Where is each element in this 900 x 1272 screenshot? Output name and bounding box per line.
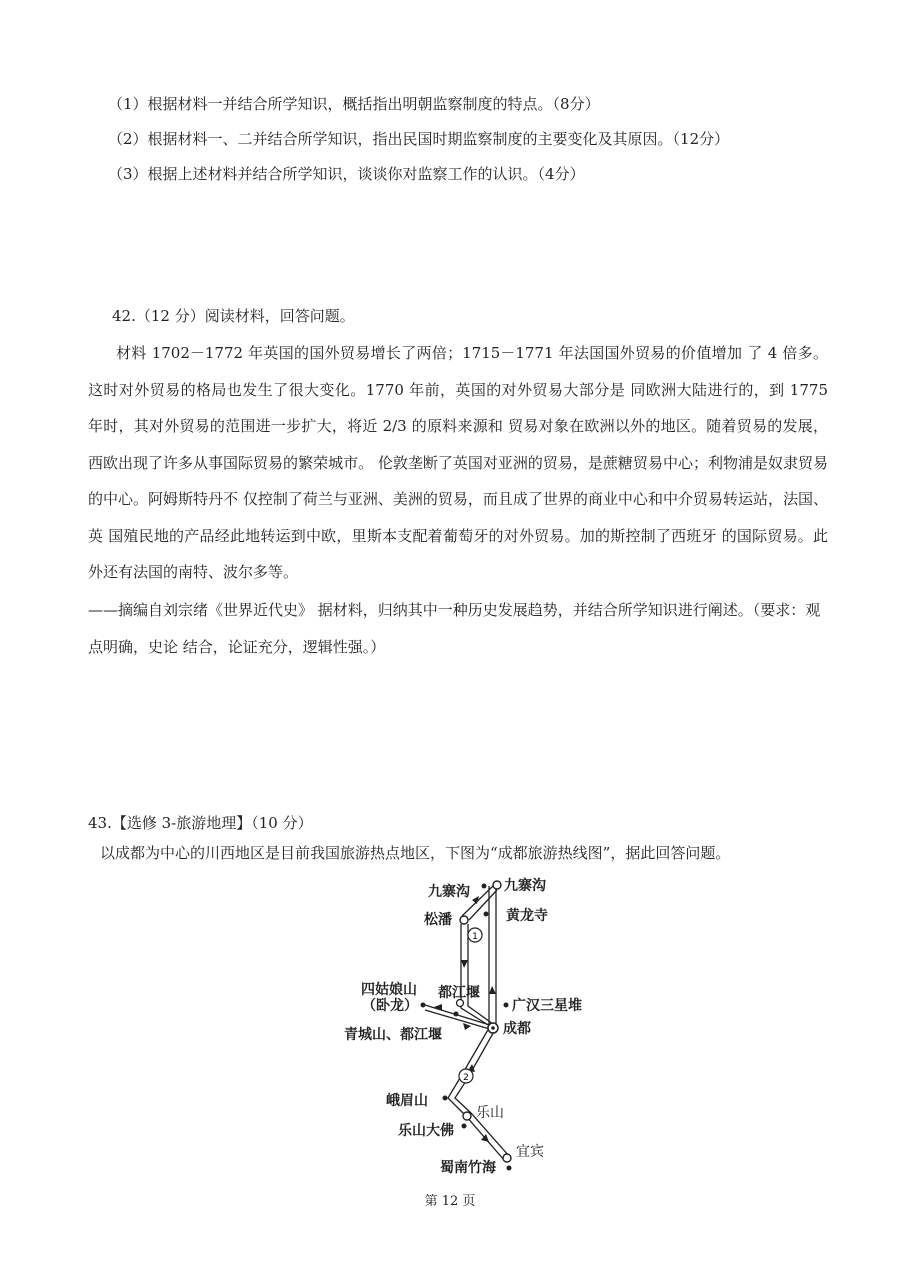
label-guanghan: 广汉三星堆 — [512, 998, 582, 1014]
label-leshan: 乐山 — [476, 1105, 504, 1121]
point-siguniang — [421, 1003, 426, 1008]
label-chengdu: 成都 — [503, 1021, 531, 1037]
label-leshan-dafo: 乐山大佛 — [398, 1123, 454, 1139]
route-1-number: 1 — [472, 932, 478, 942]
point-jiuzhaigou — [493, 881, 501, 889]
point-leshan-dafo — [462, 1124, 467, 1129]
label-jiuzhaigou-right: 九寨沟 — [504, 878, 546, 894]
q42-source: ——摘编自刘宗绪《世界近代史》 据材料，归纳其中一种历史发展趋势，并结合所学知识进行阐述。（要求：观点明确，史论 结合，论证充分，逻辑性强。） — [88, 601, 821, 656]
q42-material — [88, 335, 828, 591]
arrow-chengdu-in — [463, 1023, 471, 1030]
point-huanglong — [484, 912, 489, 917]
point-emeishan — [443, 1096, 448, 1101]
q41-sub2: （2）根据材料一、二并结合所学知识，指出民国时期监察制度的主要变化及其原因。（12分） — [108, 130, 730, 148]
q43-intro: 以成都为中心的川西地区是目前我国旅游热点地区，下图为“成都旅游热线图”，据此回答问题。 — [100, 844, 731, 862]
label-wolong: （卧龙） — [362, 998, 418, 1014]
route-sgn-line-a — [425, 1005, 493, 1026]
point-yibin — [503, 1154, 511, 1162]
route-2-number: 2 — [463, 1073, 469, 1083]
label-yibin: 宜宾 — [516, 1144, 544, 1160]
chengdu-tourism-map — [338, 868, 590, 1180]
label-jiuzhaigou-left: 九寨沟 — [428, 884, 470, 900]
arrow-jzg — [472, 896, 479, 904]
q42-material-text: 材料 1702－1772 年英国的国外贸易增长了两倍；1715－1771 年法国国外贸易的价值增加 了 4 倍多。这时对外贸易的格局也发生了很大变化。1770 年前，英国的对外贸易大部分是 同欧洲大陆进行的，到 1775 年时，其对外贸易的范围进一步扩大，将近 2/3 的原料来源和 贸易对象在欧洲以外的地区。随着贸易的发展，西欧出现了许多从事国际贸易的繁荣城市。 伦敦垄断了英国对亚洲的贸易，是蔗糖贸易中心；利物浦是奴隶贸易的中心。阿姆斯特丹不 仅控制了荷兰与亚洲、美洲的贸易，而且成了世界的商业中心和中介贸易转运站，法国、英 国殖民地的产品经此地转运到中欧，里斯本支配着葡萄牙的对外贸易。加的斯控制了西班牙 的国际贸易。此外还有法国的南特、波尔多等。 — [88, 344, 828, 581]
page-number: 第 12 页 — [424, 1194, 476, 1209]
point-songpan — [460, 916, 468, 924]
point-qingcheng — [454, 1012, 459, 1017]
map-routes — [338, 868, 590, 1180]
label-qingcheng: 青城山、都江堰 — [344, 1027, 442, 1043]
route-2-inner — [455, 1028, 509, 1156]
q41-sub3: （3）根据上述材料并结合所学知识，谈谈你对监察工作的认识。（4分） — [108, 165, 585, 183]
arrow-songpan-south — [461, 960, 468, 968]
q43-header: 43.【选修 3-旅游地理】（10 分） — [88, 814, 313, 832]
point-shunan — [507, 1166, 512, 1171]
arrow-sgn — [434, 1004, 442, 1011]
point-chengdu-center — [491, 1026, 495, 1030]
label-huanglong: 黄龙寺 — [506, 908, 548, 924]
arrow-east-north — [489, 986, 496, 994]
label-shunan: 蜀南竹海 — [440, 1160, 496, 1176]
label-dujiangyan: 都江堰 — [438, 985, 480, 1001]
label-emeishan: 峨眉山 — [386, 1093, 428, 1109]
point-guanghan — [504, 1003, 509, 1008]
point-leshan — [463, 1112, 471, 1120]
point-jiuzhaigou-dot — [482, 884, 487, 889]
q42-header: 42.（12 分）阅读材料，回答问题。 — [112, 307, 355, 325]
label-siguniang: 四姑娘山 — [361, 982, 417, 998]
label-songpan: 松潘 — [424, 912, 452, 928]
q41-sub1: （1）根据材料一并结合所学知识，概括指出明朝监察制度的特点。（8分） — [108, 95, 600, 113]
